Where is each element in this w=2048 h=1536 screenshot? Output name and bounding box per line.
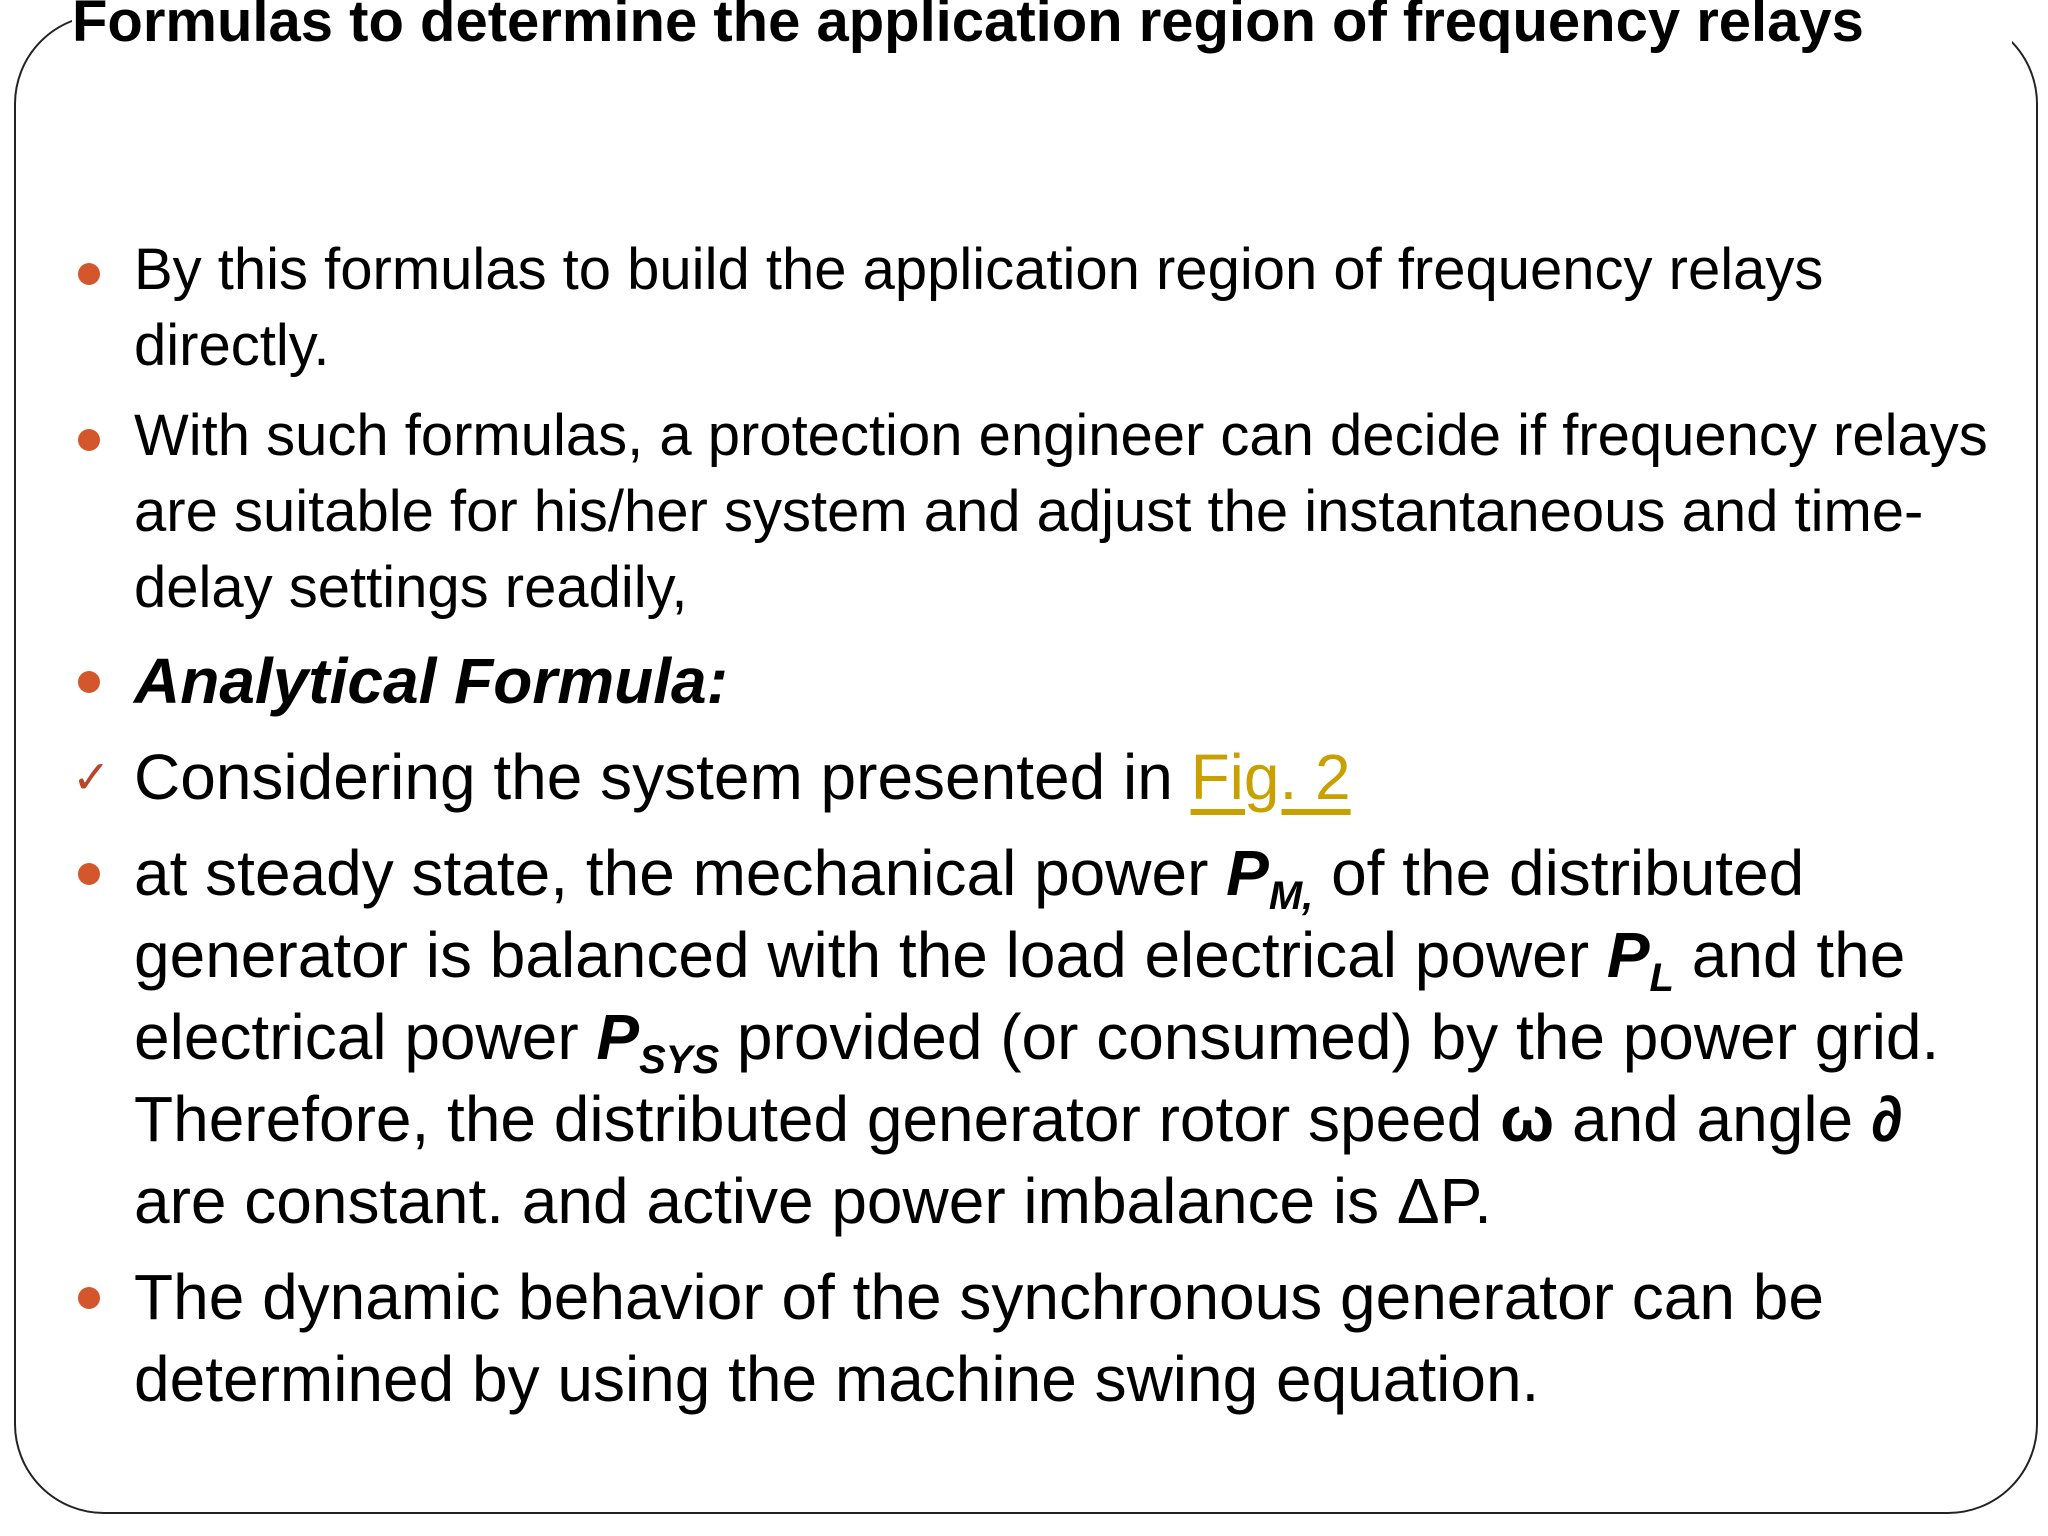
bullet-text-5: The dynamic behavior of the synchronous generator can be determined by using the machine swing equation. <box>134 1261 1824 1415</box>
pm-symbol: P <box>1226 837 1269 909</box>
pl-symbol: P <box>1606 919 1650 991</box>
check-item <box>70 736 1990 818</box>
partial-symbol: ∂ <box>1870 1083 1903 1155</box>
slide-content <box>70 232 1990 1420</box>
bullet-icon <box>70 232 120 308</box>
bullet4-part-1: at steady state, the mechanical power <box>134 837 1227 909</box>
bullet-icon <box>70 1256 120 1338</box>
check-item-text: Considering the system presented in <box>134 741 1191 813</box>
bullet-item-5 <box>70 1256 1990 1420</box>
bullet-text-1: By this formulas to build the application region of frequency relays directly. <box>134 237 1824 378</box>
bullet-item-3 <box>70 640 1990 722</box>
bullet-icon <box>70 398 120 474</box>
slide-title: Formulas to determine the application region of frequency relays <box>72 0 2012 62</box>
bullet4-part-5: and angle <box>1554 1083 1871 1155</box>
bullet-text-3: Analytical Formula: <box>134 645 728 717</box>
bullet-text-2: With such formulas, a protection engineer can decide if frequency relays are suitable for his/her system and adjust the instantaneous and time-delay settings readily, <box>134 403 1988 620</box>
bullet-icon <box>70 832 120 914</box>
fig-2-link[interactable]: Fig. 2 <box>1190 741 1351 813</box>
bullet4-part-2: of the distributed generator is balanced with the load electrical power <box>134 837 1805 991</box>
omega-symbol: ω <box>1500 1083 1555 1155</box>
checkmark-icon: ✓ <box>72 750 111 804</box>
psys-symbol: P <box>596 1001 640 1073</box>
bullet4-part-3: and the electrical power <box>134 919 1906 1073</box>
pl-subscript: L <box>1649 956 1674 1000</box>
bullet-item-2 <box>70 398 1990 626</box>
bullet-item-4 <box>70 832 1990 1242</box>
bullet4-part-6: are constant. and active power imbalance is ΔP. <box>134 1165 1492 1237</box>
bullet-icon <box>70 640 120 722</box>
bullet4-part-4: provided (or consumed) by the power grid. Therefore, the distributed generator rotor speed <box>134 1001 1940 1155</box>
bullet-item-1 <box>70 232 1990 384</box>
psys-subscript: SYS <box>639 1038 720 1082</box>
pm-subscript: M, <box>1268 874 1314 918</box>
